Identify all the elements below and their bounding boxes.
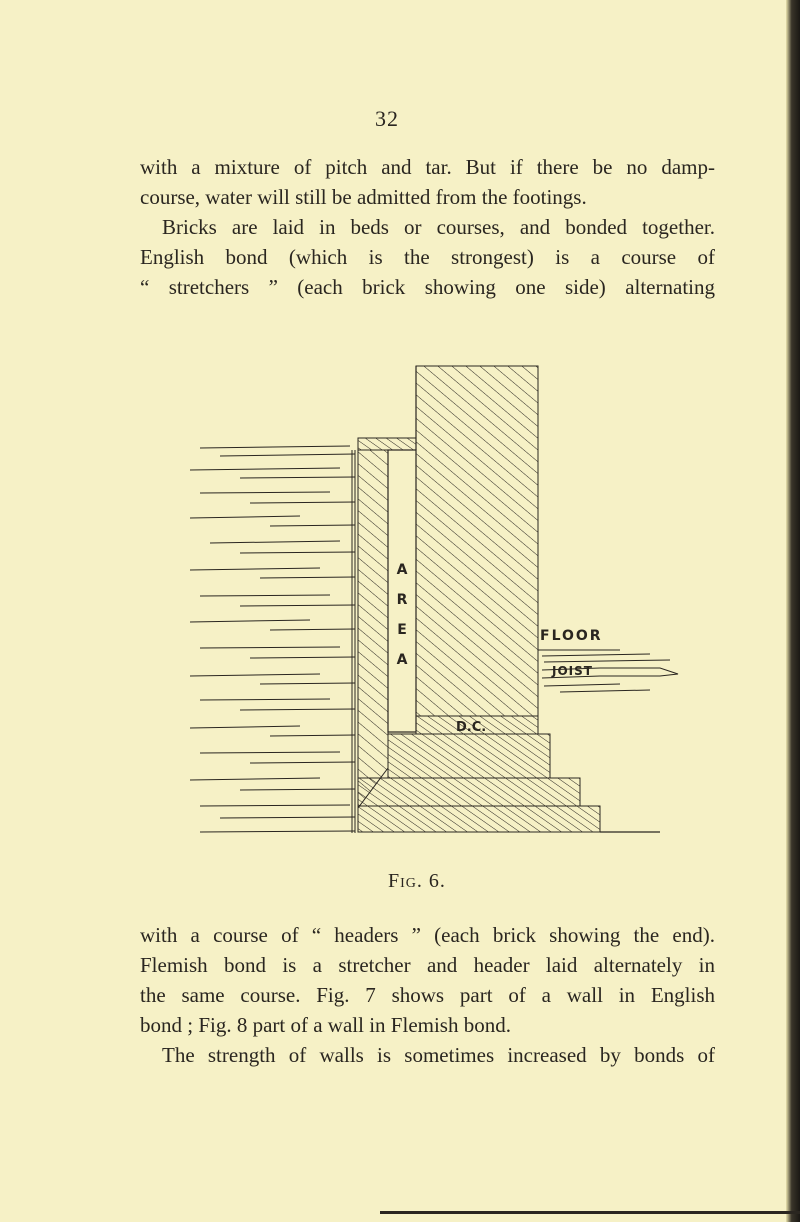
footing-course-1 (388, 734, 550, 778)
area-cavity (388, 450, 416, 732)
damp-course-label: D.C. (456, 720, 487, 735)
text-line: the same course. Fig. 7 shows part of a wall in English (140, 983, 715, 1007)
page-edge (786, 0, 800, 1222)
paragraph-bottom (140, 920, 715, 1070)
text-line: The strength of walls is sometimes increased by bonds of (162, 1043, 715, 1067)
paragraph-top (140, 152, 715, 302)
text-line: with a course of “ headers ” (each brick showing the end). (140, 923, 715, 947)
text-line: bond ; Fig. 8 part of a wall in Flemish bond. (140, 1013, 511, 1037)
area-label-r: R (396, 592, 408, 608)
wall-section-figure (180, 338, 700, 838)
footing-course-2 (358, 778, 580, 806)
joist-label: JOIST (552, 664, 593, 678)
area-label-e: E (397, 622, 407, 638)
figure-caption: Fig. 6. (388, 870, 446, 892)
text-line: with a mixture of pitch and tar. But if there be no damp- (140, 155, 715, 179)
page-number: 32 (375, 106, 399, 131)
page-bottom-edge (380, 1211, 800, 1214)
main-wall (416, 366, 538, 716)
footing-course-3 (358, 806, 600, 832)
area-label-a1: A (396, 562, 408, 578)
text-line: Flemish bond is a stretcher and header laid alternately in (140, 953, 715, 977)
ground-vertical-lines (352, 450, 355, 833)
floor-label: FLOOR (540, 628, 603, 644)
text-line: English bond (which is the strongest) is a course of (140, 245, 715, 269)
ground-earth (190, 446, 355, 832)
text-line: course, water will still be admitted from the footings. (140, 185, 587, 209)
outer-wall (358, 450, 388, 808)
outer-wall-cap (358, 438, 416, 450)
text-line: “ stretchers ” (each brick showing one side) alternating (140, 275, 715, 299)
text-line: Bricks are laid in beds or courses, and bonded together. (162, 215, 715, 239)
area-label-a2: A (396, 652, 408, 668)
